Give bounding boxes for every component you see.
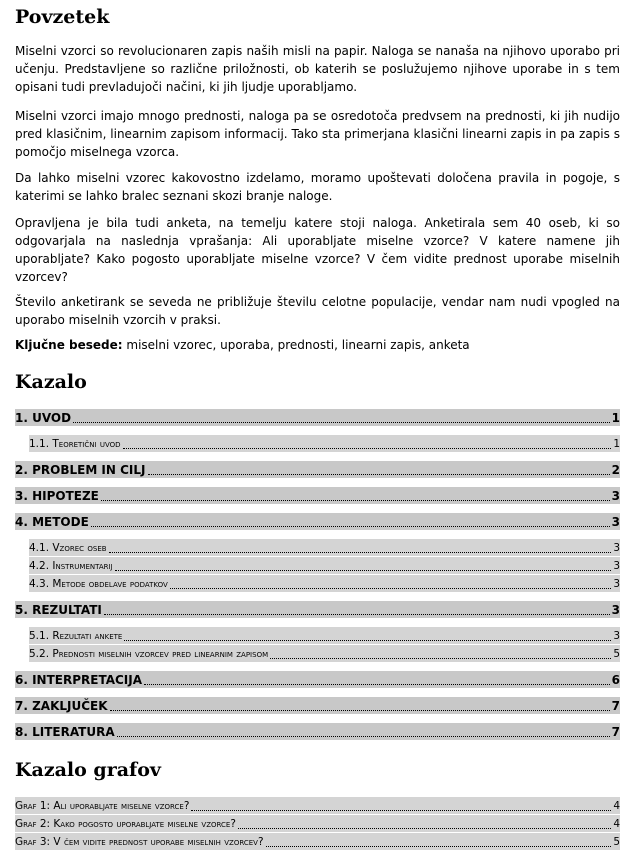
toc-leader-dots bbox=[117, 736, 610, 737]
toc-leader-dots bbox=[238, 828, 611, 829]
toc-entry-chapter[interactable] bbox=[15, 487, 620, 504]
toc-entry-label: 3. HIPOTEZE bbox=[15, 489, 99, 503]
toc-page-number: 3 bbox=[611, 515, 620, 529]
toc-entry-label: 5.2. Prednosti miselnih vzorcev pred linearnim zapisom bbox=[29, 648, 269, 660]
abstract-paragraph-2: Miselni vzorci imajo mnogo prednosti, naloga pa se osredotoča predvsem na prednosti, ki jih nudijo pred klasičnim, linearnim zapisom informacij. Tako sta primerjana klasični linearni zapis in pa zapis s pomočjo miselnega vzorca. bbox=[15, 109, 620, 159]
toc-entry-label: 1. UVOD bbox=[15, 411, 72, 425]
toc-leader-dots bbox=[101, 500, 610, 501]
toc-leader-dots bbox=[144, 684, 610, 685]
toc-entry-subsection[interactable] bbox=[29, 645, 620, 662]
toc-page-number: 7 bbox=[611, 725, 620, 739]
toc-entry-label: Graf 3: V čem vidite prednost uporabe miselnih vzorcev? bbox=[15, 836, 264, 848]
list-of-graphs bbox=[15, 797, 620, 850]
toc-leader-dots bbox=[91, 526, 610, 527]
abstract-paragraph-1: Miselni vzorci so revolucionaren zapis naših misli na papir. Naloga se nanaša na njihovo uporabo pri učenju. Predstavljene so različne priložnosti, ob katerih se poslužujemo njihove uporabe in s tem opisani tudi prevladujoči načini, ki jih ljudje uporabljamo. bbox=[15, 44, 620, 94]
toc-entry-chapter[interactable] bbox=[15, 671, 620, 688]
toc-entry-label: 2. PROBLEM IN CILJ bbox=[15, 463, 146, 477]
table-of-contents bbox=[15, 409, 620, 740]
toc-page-number: 3 bbox=[613, 560, 620, 572]
toc-entry-chapter[interactable] bbox=[15, 409, 620, 426]
keywords-label: Ključne besede: bbox=[15, 338, 123, 352]
toc-entry-label: 4.3. Metode obdelave podatkov bbox=[29, 578, 168, 590]
toc-page-number: 3 bbox=[611, 489, 620, 503]
toc-leader-dots bbox=[191, 810, 611, 811]
abstract-paragraph-3: Da lahko miselni vzorec kakovostno izdelamo, moramo upoštevati določena pravila in pogoje, s katerimi se lahko bralec seznani skozi branje naloge. bbox=[15, 171, 620, 203]
toc-entry-label: 5.1. Rezultati ankete bbox=[29, 630, 123, 642]
toc-leader-dots bbox=[170, 588, 612, 589]
toc-entry-subsection[interactable] bbox=[29, 539, 620, 556]
toc-page-number: 1 bbox=[611, 411, 620, 425]
keywords-text: miselni vzorec, uporaba, prednosti, linearni zapis, anketa bbox=[122, 338, 470, 352]
toc-entry-subsection[interactable] bbox=[29, 575, 620, 592]
toc-entry-label: 1.1. Teoretični uvod bbox=[29, 438, 121, 450]
toc-entry-chapter[interactable] bbox=[15, 601, 620, 618]
toc-entry-chapter[interactable] bbox=[15, 697, 620, 714]
toc-page-number: 4 bbox=[613, 800, 620, 812]
toc-entry-subsection[interactable] bbox=[29, 435, 620, 452]
graph-list-entry[interactable] bbox=[15, 815, 620, 832]
toc-entry-chapter[interactable] bbox=[15, 461, 620, 478]
toc-page-number: 3 bbox=[611, 603, 620, 617]
toc-page-number: 3 bbox=[613, 542, 620, 554]
toc-page-number: 4 bbox=[613, 818, 620, 830]
toc-leader-dots bbox=[124, 640, 611, 641]
toc-leader-dots bbox=[73, 422, 610, 423]
abstract-paragraph-5: Število anketirank se seveda ne približuje številu celotne populacije, vendar nam nudi vpogled na uporabo miselnih vzorcih v praksi. bbox=[15, 295, 620, 327]
toc-page-number: 5 bbox=[613, 648, 620, 660]
toc-leader-dots bbox=[110, 710, 610, 711]
toc-entry-chapter[interactable] bbox=[15, 723, 620, 740]
toc-entry-label: 4. METODE bbox=[15, 515, 89, 529]
toc-leader-dots bbox=[270, 658, 611, 659]
abstract-paragraph-4: Opravljena je bila tudi anketa, na temelju katere stoji naloga. Anketirala sem 40 oseb, ki so odgovarjala na naslednja vprašanja: Ali uporabljate miselne vzorce? V katere namene jih uporabljate? Kako pogosto uporabljate miselne vzorce? V čem vidite prednost uporabe miselnih vzorcev? bbox=[15, 216, 620, 284]
toc-leader-dots bbox=[123, 448, 612, 449]
toc-entry-label: 5. REZULTATI bbox=[15, 603, 102, 617]
section-title-povzetek: Povzetek bbox=[15, 6, 110, 28]
keywords-line bbox=[15, 336, 620, 354]
toc-leader-dots bbox=[148, 474, 610, 475]
toc-entry-label: 6. INTERPRETACIJA bbox=[15, 673, 143, 687]
toc-entry-label: 7. ZAKLJUČEK bbox=[15, 699, 108, 713]
toc-entry-label: Graf 1: Ali uporabljate miselne vzorce? bbox=[15, 800, 190, 812]
toc-leader-dots bbox=[115, 570, 612, 571]
toc-entry-label: Graf 2: Kako pogosto uporabljate miselne vzorce? bbox=[15, 818, 236, 830]
toc-page-number: 7 bbox=[611, 699, 620, 713]
toc-page-number: 3 bbox=[613, 630, 620, 642]
graph-list-entry[interactable] bbox=[15, 797, 620, 814]
toc-leader-dots bbox=[104, 614, 610, 615]
section-title-kazalo-grafov: Kazalo grafov bbox=[15, 759, 161, 781]
graph-list-entry[interactable] bbox=[15, 833, 620, 850]
toc-page-number: 3 bbox=[613, 578, 620, 590]
toc-entry-label: 4.2. Instrumentarij bbox=[29, 560, 113, 572]
toc-entry-label: 4.1. Vzorec oseb bbox=[29, 542, 107, 554]
toc-leader-dots bbox=[266, 846, 612, 847]
toc-entry-label: 8. LITERATURA bbox=[15, 725, 115, 739]
toc-entry-subsection[interactable] bbox=[29, 627, 620, 644]
toc-entry-subsection[interactable] bbox=[29, 557, 620, 574]
toc-page-number: 1 bbox=[613, 438, 620, 450]
section-title-kazalo: Kazalo bbox=[15, 371, 87, 393]
toc-page-number: 5 bbox=[613, 836, 620, 848]
toc-page-number: 6 bbox=[611, 673, 620, 687]
toc-entry-chapter[interactable] bbox=[15, 513, 620, 530]
toc-page-number: 2 bbox=[611, 463, 620, 477]
toc-leader-dots bbox=[109, 552, 612, 553]
